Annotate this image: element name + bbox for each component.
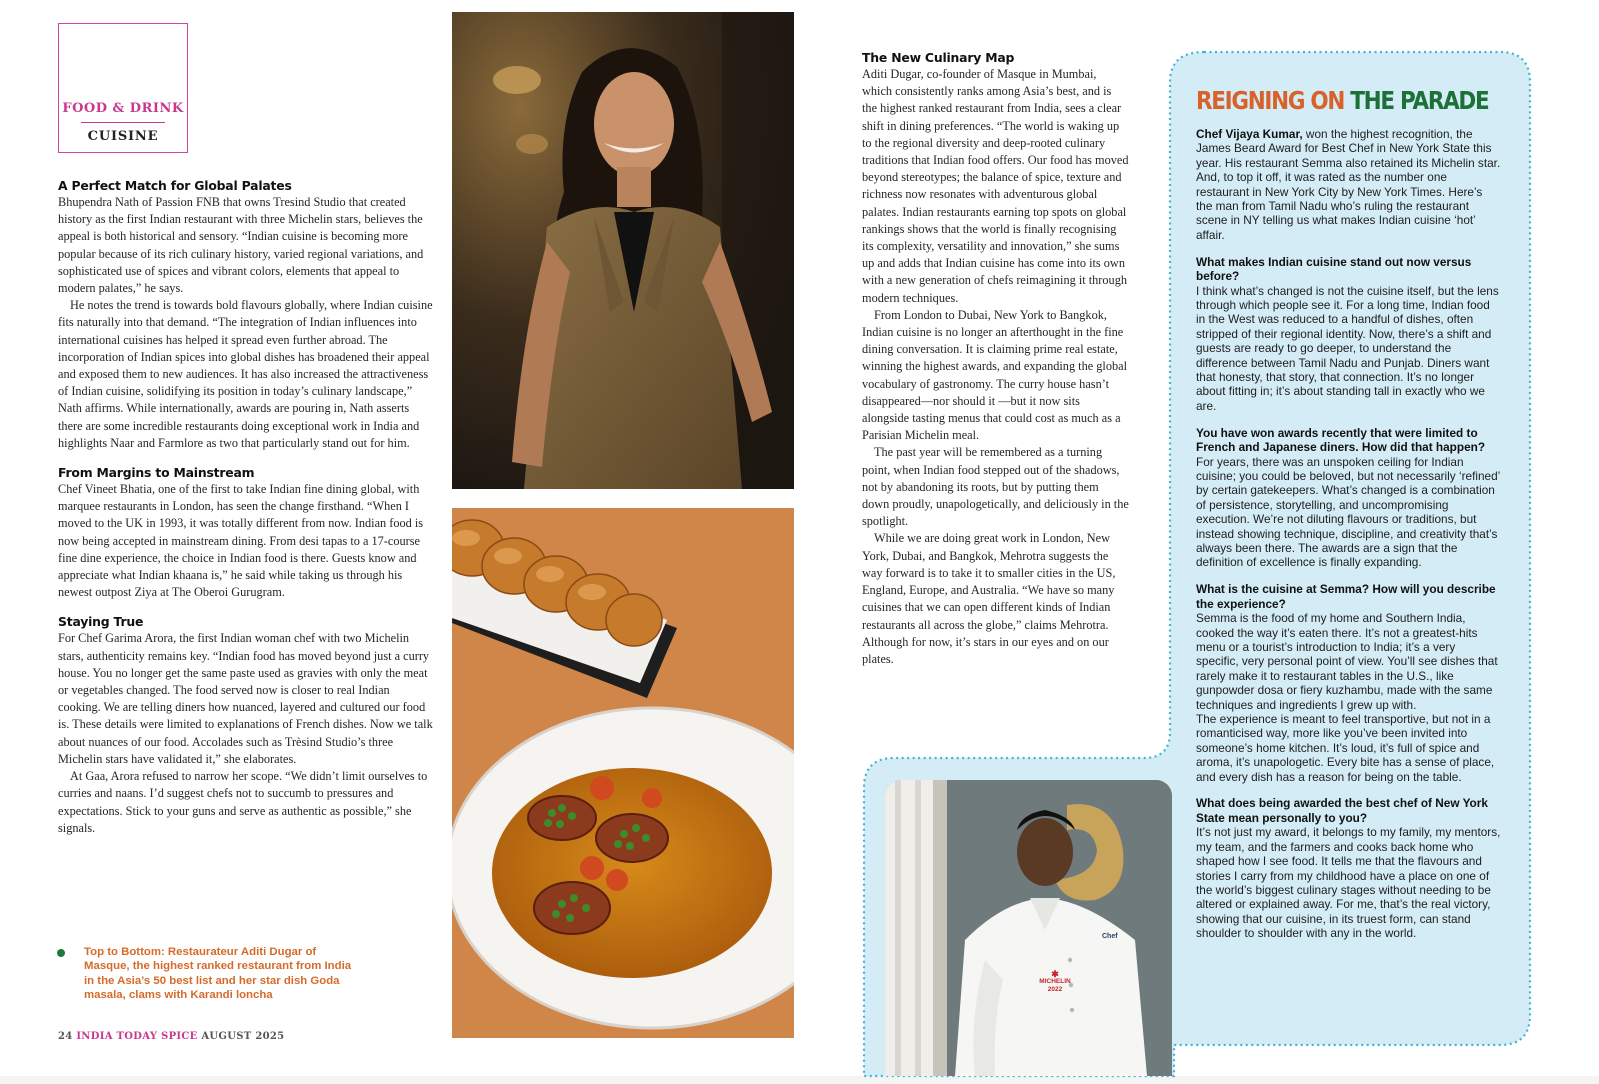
question: What does being awarded the best chef of New York State mean personally to you? — [1196, 796, 1488, 825]
paragraph: The past year will be remembered as a turning point, when Indian food stepped out of the shadows, not by abandoning its roots, but by putting them down proudly, unapologetically, and deliciously in the spotlight. — [862, 445, 1129, 529]
page-number: 24 — [58, 1031, 73, 1042]
subhead-global-palates: A Perfect Match for Global Palates — [58, 178, 292, 193]
magazine-name: INDIA TODAY SPICE — [76, 1031, 198, 1042]
caption-text: Top to Bottom: Restaurateur Aditi Dugar of Masque, the highest ranked restaurant from India in the Asia’s 50 best list and her star dish Goda masala, clams with Karandi loncha — [84, 946, 352, 1001]
question: You have won awards recently that were limited to French and Japanese diners. How did that happen? — [1196, 425, 1486, 455]
intro-paragraph — [1196, 127, 1501, 242]
paragraph: Aditi Dugar, co-founder of Masque in Mumbai, which consistently ranks among Asia’s best, and is the highest ranked restaurant from India, sees a clear shift in dining preferences. “The world is waking up to the regional diversity and deep-rooted culinary traditions that Indian food offers. Our food has moved beyond stereotypes; the balance of spice, texture and richness now resonates with adventurous global palates. Indian restaurants earning top spots on global rankings shows that the world is finally recognising its complexity, versatility and innovation,” she sums up and adds that Indian cuisine has come into its own with a new generation of chefs reimagining it through modern techniques. — [862, 67, 1129, 305]
sidebar-interview — [1196, 127, 1501, 941]
paragraph: At Gaa, Arora refused to narrow her scope. “We didn’t limit ourselves to curries and naans. I’d suggest chefs not to succumb to pressures and expectations. Stick to your guns and serve as authentic as possible,” she signals. — [58, 769, 428, 835]
subhead-staying-true: Staying True — [58, 614, 144, 630]
sidebar-title — [1196, 86, 1488, 115]
subhead-culinary-map: The New Culinary Map — [862, 50, 1015, 65]
sidebar-title-part2: THE PARADE — [1350, 86, 1489, 115]
intro-name: Chef Vijaya Kumar, — [1196, 127, 1303, 141]
answer: Semma is the food of my home and Southern India, cooked the way it’s eaten there. It’s not a greatest-hits menu or a tourist’s introduction to India; it’s a very specific, very personal point of view. You’ll see dishes that rarely make it to restaurant tables in the U.S., like gunpowder dosa or fiery kuzhambu, made with the same techniques and ingredients I grew up with. — [1196, 611, 1498, 712]
intro-text: won the highest recognition, the James Beard Award for Best Chef in New York State this year. His restaurant Semma also retained its Michelin star. And, to top it off, it was rated as the number one restaurant in New York City by New York Times. Here’s the man from Tamil Nadu who’s ruling the restaurant scene in NY telling us what makes Indian cuisine ‘hot’ affair. — [1196, 127, 1501, 242]
question: What is the cuisine at Semma? How will you describe the experience? — [1196, 582, 1496, 611]
paragraph: Chef Vineet Bhatia, one of the first to take Indian fine dining global, with marquee restaurants in London, has seen the change firsthand. “When I moved to the UK in 1993, it was totally different from now. Indian food is now being accepted in mainstream dining. From desi tapas to a 17-course fine dine experience, the choice in Indian food is there. Guests know and appreciate what Indian khaana is,” he said while taking us through his newest outpost Ziya at The Oberoi Gurugram. — [58, 482, 424, 600]
answer: For years, there was an unspoken ceiling for Indian cuisine; you could be beloved, but not necessarily ‘refined’ by certain gatekeepers. What’s changed is a combination of persistence, storytelling, and uncompromising execution. We’re not diluting flavours or traditions, but instead showing technique, discipline, and creativity that’s always been there. The awards are a sign that the definition of excellence is finally expanding. — [1196, 454, 1500, 570]
paragraph: While we are doing great work in London, New York, Dubai, and Bangkok, Mehrotra suggests the way forward is to take it to smaller cities in the US, England, Europe, and Australia. “We have so many cuisines that we can open different kinds of Indian restaurants all across the globe,” claims Mehrotra. Although for now, it’s stars in our eyes and on our plates. — [862, 531, 1116, 666]
paragraph: He notes the trend is towards bold flavours globally, where Indian cuisine fits naturally into that demand. “The integration of Indian influences into international cuisines has helped it spread even further abroad. The incorporation of Indian spices into global dishes has broadened their appeal and exposed them to new audiences. It has also increased the attractiveness of Indian cuisine, solidifying its position in today’s culinary landscape,” Nath affirms. While internationally, awards are pouring in, Nath asserts there are some incredible restaurants doing exceptional work in India and highlights Naar and Farmlore as two that particularly stand out for him. — [58, 298, 433, 450]
paragraph: For Chef Garima Arora, the first Indian woman chef with two Michelin stars, authenticity remains key. “Indian food has moved beyond just a curry house. You no longer get the same paste used as gravies with only the meat or vegetables changed. The food served now is closer to real Indian cooking. We are telling diners how nuanced, layered and cultured our food is. These details were limited to explanations of French dishes. Now we talk about nuances of our food. Accolades such as Trèsind Studio’s three Michelin stars have validated it,” she elaborates. — [58, 631, 433, 766]
issue-date: AUGUST 2025 — [201, 1031, 285, 1042]
answer: I think what’s changed is not the cuisine itself, but the lens through which people see it. For a long time, Indian food in the West was reduced to a handful of dishes, often stripped of their regional identity. Now, there’s a shift and guests are ready to go deeper, to understand the difference between Tamil Nadu and Punjab. Diners want that honesty, that story, that connection. It’s no longer about fitting in; it’s about standing tall in exactly who we are. — [1196, 283, 1499, 413]
michelin-badge: ✱ MICHELIN 2022 — [1035, 970, 1075, 994]
answer: It’s not just my award, it belongs to my family, my mentors, my team, and the farmers and cooks back home who shaped how I see food. It tells me that the flavours and stories I carry from my childhood have a place on one of the world’s biggest culinary stages without needing to be altered or explained away. For me, that’s the real victory, showing that our cuisine, in its truest form, can stand shoulder to shoulder with any in the world. — [1196, 825, 1501, 941]
paragraph: Bhupendra Nath of Passion FNB that owns Tresind Studio that created history as the first Indian restaurant with three Michelin stars, believes the appeal is both historical and sensory. “Indian cuisine is becoming more popular because of its rich culinary history, varied regional variations, and sophisticated use of spices and vibrant colors, elements that appeal to modern palates,” he says. — [58, 195, 424, 296]
chef-photo — [885, 780, 1172, 1076]
question: What makes Indian cuisine stand out now versus before? — [1196, 254, 1472, 284]
michelin-star-icon: ✱ — [1051, 969, 1059, 979]
section-category: FOOD & DRINK — [62, 101, 184, 116]
answer: The experience is meant to feel transportive, but not in a romanticised way, more like you’ve been invited into someone’s home kitchen. It’s loud, it’s full of spice and aroma, it’s unapologetic. Every bite has a sense of place, and every dish has a reason for being on the table. — [1196, 711, 1495, 784]
sleeve-text: Chef — [1102, 933, 1118, 940]
subhead-margins-mainstream: From Margins to Mainstream — [58, 465, 255, 481]
sidebar-title-part1: REIGNING ON — [1196, 86, 1345, 115]
section-subcategory: CUISINE — [87, 129, 159, 144]
paragraph: From London to Dubai, New York to Bangkok, Indian cuisine is no longer an afterthought in the fine dining conversation. It is claiming prime real estate, winning the highest awards, and expanding the global vocabulary of gastronomy. The curry house hasn’t disappeared—nor should it —but it now sits alongside tasting menus that could cost as much as a Parisian Michelin meal. — [862, 307, 1128, 443]
